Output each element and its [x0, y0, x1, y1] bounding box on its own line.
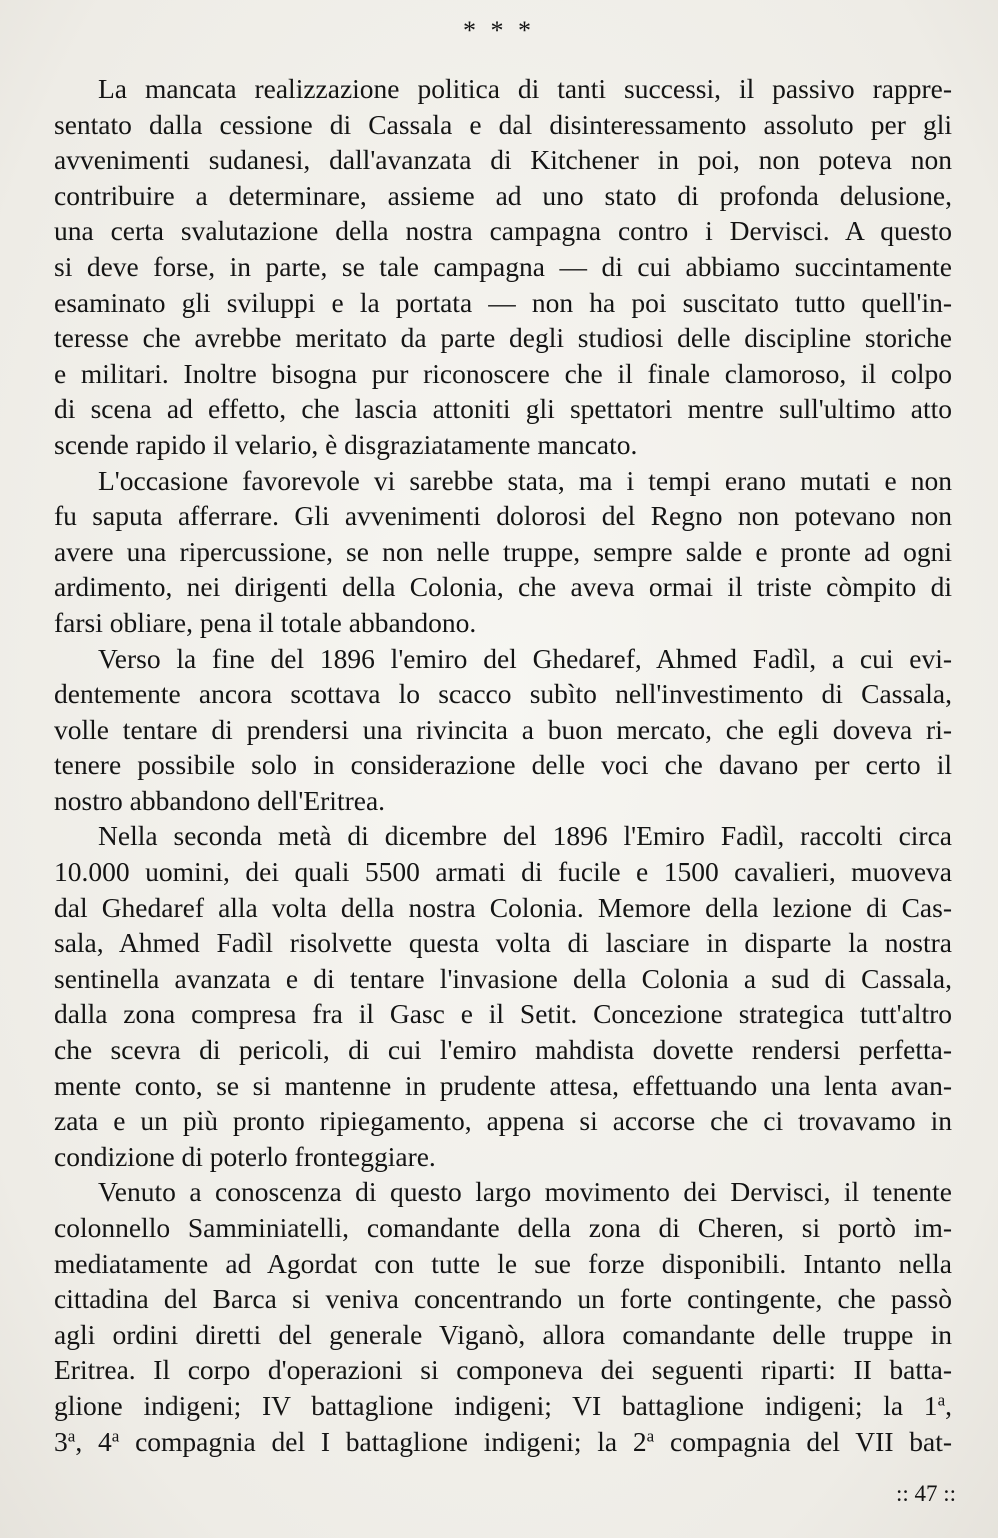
page-number: :: 47 ::	[895, 1481, 956, 1506]
text-line: Eritrea. Il corpo d'operazioni si componeva dei seguenti riparti: II batta-	[54, 1354, 952, 1386]
text-line: scende rapido il velario, è disgraziatamente mancato.	[54, 428, 638, 460]
body-text	[54, 71, 952, 1459]
text-line: tenere possibile solo in considerazione delle voci che davano per certo il	[54, 749, 952, 781]
text-line: Nella seconda metà di dicembre del 1896 l'Emiro Fadìl, raccolti circa	[98, 820, 952, 852]
text-line: sala, Ahmed Fadìl risolvette questa volta di lasciare in disparte la nostra	[54, 927, 952, 959]
text-line: contribuire a determinare, assieme ad uno stato di profonda delusione,	[54, 179, 952, 211]
text-line: Venuto a conoscenza di questo largo movimento dei Dervisci, il tenente	[98, 1176, 952, 1208]
text-line: mediatamente ad Agordat con tutte le sue forze disponibili. Intanto nella	[54, 1247, 952, 1279]
text-line: agli ordini diretti del generale Viganò, allora comandante delle truppe in	[54, 1318, 952, 1350]
text-segment: 3	[54, 1425, 68, 1457]
text-line: fu saputa afferrare. Gli avvenimenti dolorosi del Regno non potevano non	[54, 500, 952, 532]
ordinal-superscript: a	[111, 1426, 120, 1446]
text-line: teresse che avrebbe meritato da parte degli studiosi delle discipline storiche	[54, 322, 952, 354]
text-line: ardimento, nei dirigenti della Colonia, che aveva ormai il triste còmpito di	[54, 571, 952, 603]
text-line: avere una ripercussione, se non nelle truppe, sempre salde e pronte ad ogni	[54, 535, 952, 567]
ordinal-superscript: a	[67, 1426, 76, 1446]
text-line: zata e un più pronto ripiegamento, appena si accorse che ci trovavamo in	[54, 1105, 952, 1137]
text-line: La mancata realizzazione politica di tanti successi, il passivo rappre-	[98, 73, 952, 104]
text-line-with-superscript: glione indigeni; IV battaglione indigeni; VI battaglione indigeni; la 1$^a$,	[54, 1389, 952, 1421]
text-line: volle tentare di prendersi una rivincita a buon mercato, che egli doveva ri-	[54, 713, 952, 745]
text-line: 10.000 uomini, dei quali 5500 armati di fucile e 1500 cavalieri, muoveva	[54, 856, 952, 888]
text-line: sentato dalla cessione di Cassala e dal disinteressamento assoluto per gli	[54, 108, 952, 140]
text-line: di scena ad effetto, che lascia attoniti gli spettatori mentre sull'ultimo atto	[54, 393, 952, 425]
text-line: dalla zona compresa fra il Gasc e il Setit. Concezione strategica tutt'altro	[54, 998, 952, 1030]
text-line: L'occasione favorevole vi sarebbe stata, ma i tempi erano mutati e non	[98, 464, 952, 496]
text-line: nostro abbandono dell'Eritrea.	[54, 784, 386, 816]
text-line: e militari. Inoltre bisogna pur riconoscere che il finale clamoroso, il colpo	[54, 357, 952, 389]
text-segment: compagnia del VII bat-	[670, 1425, 952, 1457]
ordinal-superscript: a	[937, 1390, 946, 1410]
text-line-with-superscripts: 3$^a$, 4$^a$ compagnia del I battaglione indigeni; la 2$^a$ compagnia del VII bat-	[54, 1425, 952, 1457]
text-line: cittadina del Barca si veniva concentrando un forte contingente, che passò	[54, 1283, 952, 1315]
text-segment: glione indigeni; IV battaglione indigeni; VI battaglione indigeni; la 1	[54, 1389, 938, 1421]
text-segment: compagnia del I battaglione indigeni; la 2	[135, 1425, 647, 1457]
text-line: mente conto, se si mantenne in prudente attesa, effettuando una lenta avan-	[54, 1069, 952, 1101]
section-separator: * * *	[463, 16, 535, 45]
text-line: avvenimenti sudanesi, dall'avanzata di Kitchener in poi, non poteva non	[54, 144, 952, 176]
ordinal-superscript: a	[646, 1426, 655, 1446]
text-segment: 4	[97, 1425, 112, 1457]
text-line: farsi obliare, pena il totale abbandono.	[54, 606, 477, 638]
text-line: condizione di poterlo fronteggiare.	[54, 1140, 436, 1172]
text-line: dal Ghedaref alla volta della nostra Colonia. Memore della lezione di Cas-	[54, 891, 952, 923]
text-line: Verso la fine del 1896 l'emiro del Ghedaref, Ahmed Fadìl, a cui evi-	[98, 642, 952, 674]
text-line: sentinella avanzata e di tentare l'invasione della Colonia a sud di Cassala,	[54, 962, 952, 994]
text-line: una certa svalutazione della nostra campagna contro i Dervisci. A questo	[54, 215, 952, 247]
text-line: dentemente ancora scottava lo scacco subìto nell'investimento di Cassala,	[54, 678, 952, 710]
text-line: esaminato gli sviluppi e la portata — non ha poi suscitato tutto quell'in-	[54, 286, 952, 318]
text-line: si deve forse, in parte, se tale campagna — di cui abbiamo succintamente	[54, 250, 952, 282]
text-line: colonnello Samminiatelli, comandante della zona di Cheren, si portò im-	[54, 1212, 952, 1243]
text-line: che scevra di pericoli, di cui l'emiro mahdista dovette rendersi perfetta-	[54, 1034, 952, 1066]
